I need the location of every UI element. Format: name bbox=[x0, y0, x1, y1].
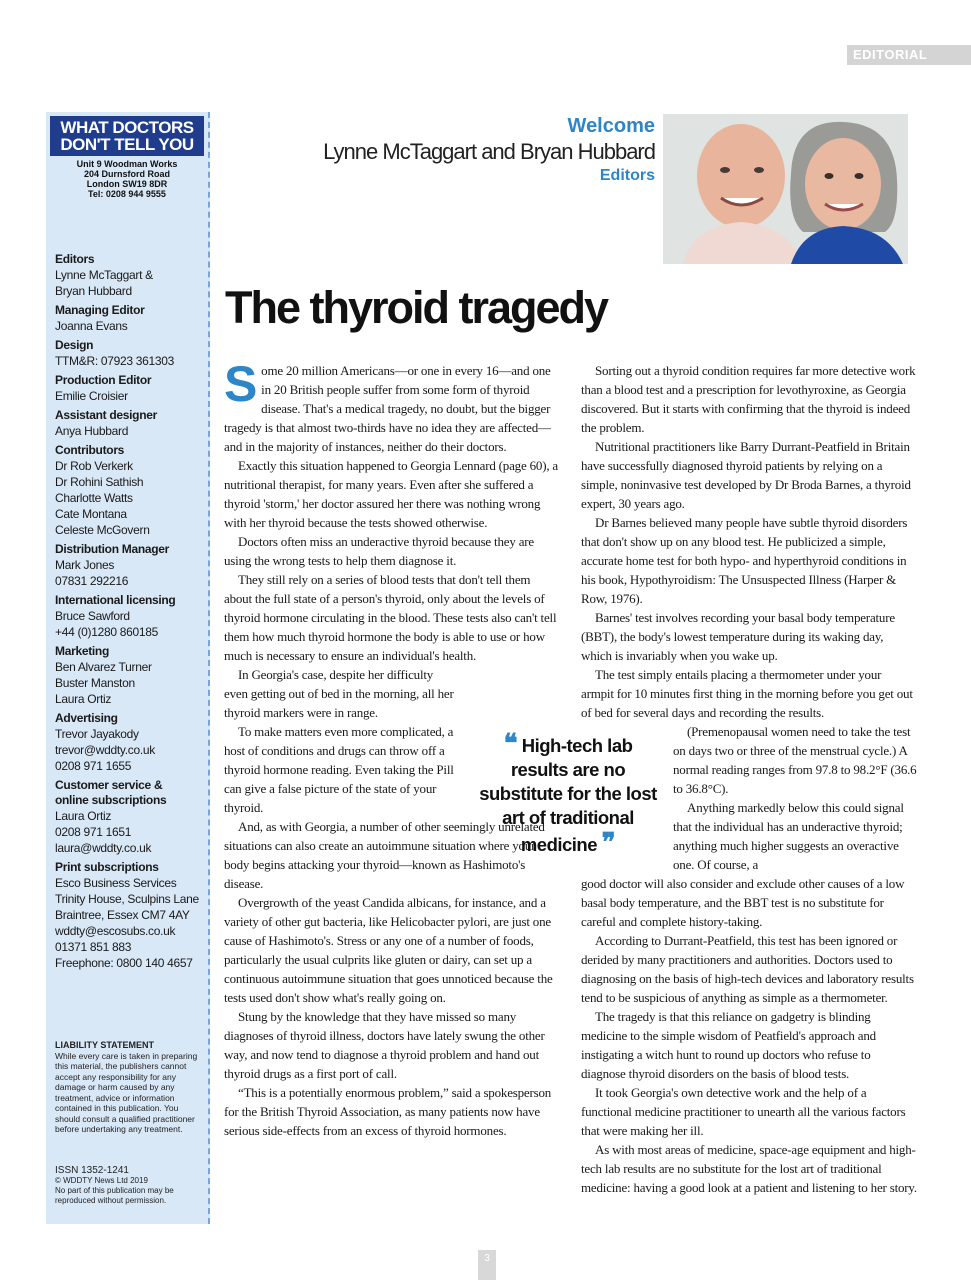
article-paragraph: Dr Barnes believed many people have subtle thyroid disorders that don't show up on any blood test. He publicized a simple, accurate home test for both hypo- and hyperthyroid conditions in his book, Hypothyroidism: The Unsuspected Illness (Harper & Row, 1976). bbox=[581, 515, 908, 606]
address-line: London SW19 8DR bbox=[86, 179, 168, 189]
credit-group bbox=[55, 644, 205, 707]
credit-line: wddty@escosubs.co.uk bbox=[55, 924, 176, 938]
credit-line: Braintree, Essex CM7 4AY bbox=[55, 908, 190, 922]
masthead-address bbox=[46, 159, 208, 199]
masthead-line1: WHAT DOCTORS bbox=[60, 118, 194, 137]
pull-quote-text: High-tech lab results are no substitute for the lost art of traditional medicine bbox=[479, 735, 657, 855]
credit-title: Editors bbox=[55, 252, 95, 266]
credit-line: Mark Jones bbox=[55, 558, 115, 572]
credit-line: Dr Rob Verkerk bbox=[55, 459, 133, 473]
credit-line: Lynne McTaggart & bbox=[55, 268, 153, 282]
credit-group bbox=[55, 408, 205, 439]
credit-line: TTM&R: 07923 361303 bbox=[55, 354, 175, 368]
credit-line: Freephone: 0800 140 4657 bbox=[55, 956, 193, 970]
article-paragraph: The tragedy is that this reliance on gadgetry is blinding medicine to the simple wisdom of Peatfield's approach and instigating a witch hunt to round up doctors who refuse to diagnose thyroid disorders on the basis of blood tests. bbox=[581, 1009, 876, 1081]
article-paragraph bbox=[224, 356, 561, 456]
credit-group bbox=[55, 593, 205, 640]
sidebar bbox=[46, 112, 210, 1224]
credit-line: Trinity House, Sculpins Lane bbox=[55, 892, 199, 906]
rights-notice: No part of this publication may be reproduced without permission. bbox=[55, 1186, 174, 1205]
credit-line: Dr Rohini Sathish bbox=[55, 475, 144, 489]
article-paragraph: good doctor will also consider and exclude other causes of a low basal body temperature, and the BBT test is no substitute for careful and complete history-taking. bbox=[581, 876, 905, 929]
paragraph-text: ome 20 million Americans—or one in every 16—and one in 20 British people suffer from some form of thyroid disease. That's a medical tragedy, no doubt, but the bigger tragedy is that almost two-thirds have no idea they are affected—and in the majority of instances, neither do their doctors. bbox=[224, 363, 551, 454]
credit-group bbox=[55, 860, 205, 971]
credit-title: Distribution Manager bbox=[55, 542, 170, 556]
credit-title: Design bbox=[55, 338, 94, 352]
credit-line: 0208 971 1655 bbox=[55, 759, 132, 773]
article-paragraph: (Premenopausal women need to take the test on days two or three of the menstrual cycle.) A normal reading ranges from 97.8 to 98.2°F (36.6 to 36.8°C). bbox=[673, 724, 917, 796]
credit-line: trevor@wddty.co.uk bbox=[55, 743, 155, 757]
issn-number: ISSN 1352-1241 bbox=[55, 1165, 129, 1176]
issn-block bbox=[55, 1166, 203, 1206]
address-line: Tel: 0208 944 9555 bbox=[88, 189, 166, 199]
welcome-header bbox=[323, 114, 655, 186]
article-paragraph: Overgrowth of the yeast Candida albicans, for instance, and a variety of other gut bacteria, like Helicobacter pylori, are just one cause of Hashimoto's. Stress or any one of a number of foods, particularly the usual culprits like gluten or dairy, can set up a continuous autoimmune situation that goes unnoticed because the tests used don't show what's really going on. bbox=[224, 895, 553, 1005]
credit-line: 07831 292216 bbox=[55, 574, 129, 588]
credit-title: online subscriptions bbox=[55, 793, 167, 807]
drop-cap: S bbox=[224, 356, 258, 412]
section-tag: EDITORIAL bbox=[847, 45, 971, 65]
credit-group bbox=[55, 252, 205, 299]
credit-title: Print subscriptions bbox=[55, 860, 159, 874]
credit-title: Customer service & bbox=[55, 778, 163, 792]
article-column-2 bbox=[581, 361, 917, 1197]
credit-line: 0208 971 1651 bbox=[55, 825, 132, 839]
masthead-line2: DON'T TELL YOU bbox=[60, 135, 194, 154]
credit-line: Emilie Croisier bbox=[55, 389, 128, 403]
credit-line: Joanna Evans bbox=[55, 319, 128, 333]
page-number: 3 bbox=[478, 1250, 496, 1280]
wrapped-text bbox=[224, 665, 456, 817]
article-paragraph: Barnes' test involves recording your basal body temperature (BBT), the body's lowest temperature during its waking day, which is invariably when you wake up. bbox=[581, 610, 895, 663]
credit-title: Advertising bbox=[55, 711, 118, 725]
credit-line: Bruce Sawford bbox=[55, 609, 130, 623]
article-paragraph: Anything markedly below this could signal that the individual has an underactive thyroid; anything much higher suggests an overactive one. Of course, a bbox=[673, 800, 904, 872]
article-paragraph: In Georgia's case, despite her difficulty even getting out of bed in the morning, all her thyroid markers were in range. bbox=[224, 667, 454, 720]
credit-title: Assistant designer bbox=[55, 408, 157, 422]
article-headline: The thyroid tragedy bbox=[225, 282, 608, 333]
credit-line: Laura Ortiz bbox=[55, 692, 112, 706]
copyright: © WDDTY News Ltd 2019 bbox=[55, 1176, 148, 1185]
credit-line: 01371 851 883 bbox=[55, 940, 132, 954]
wrapped-text bbox=[673, 722, 917, 874]
credit-title: Managing Editor bbox=[55, 303, 145, 317]
credit-title: Marketing bbox=[55, 644, 109, 658]
address-line: 204 Durnsford Road bbox=[83, 169, 170, 179]
staff-credits bbox=[55, 252, 205, 975]
article-paragraph: To make matters even more complicated, a host of conditions and drugs can throw off a thyroid hormone reading. Even taking the Pill can give a false picture of the state of your thyroid. bbox=[224, 724, 454, 815]
article-paragraph: Doctors often miss an underactive thyroid because they are using the wrong tests to help them diagnose it. bbox=[224, 534, 534, 568]
credit-group bbox=[55, 711, 205, 774]
article-paragraph: Sorting out a thyroid condition requires far more detective work than a blood test and a prescription for levothyroxine, as Georgia discovered. But it starts with confirming that the thyroid is indeed the problem. bbox=[581, 363, 916, 435]
credit-line: Anya Hubbard bbox=[55, 424, 129, 438]
editors-photo bbox=[663, 114, 908, 264]
editors-photo-illustration bbox=[663, 114, 908, 264]
credit-title: Contributors bbox=[55, 443, 125, 457]
article-paragraph: Stung by the knowledge that they have missed so many diagnoses of thyroid illness, doctors have lately swung the other way, and now tend to diagnose a thyroid problem and hand out thyroid drugs as a first port of call. bbox=[224, 1009, 545, 1081]
liability-statement bbox=[55, 1040, 203, 1135]
open-quote-icon: ❝ bbox=[503, 728, 518, 758]
article-paragraph: The test simply entails placing a thermometer under your armpit for 10 minutes first thing in the morning before you get out of bed for several days and recording the results. bbox=[581, 667, 913, 720]
article-paragraph: According to Durrant-Peatfield, this test has been ignored or derided by many practitioners and authorities. Doctors used to diagnosing on the basis of high-tech devices and laboratory results tend to be suspicious of anything as simple as a thermometer. bbox=[581, 933, 914, 1005]
address-line: Unit 9 Woodman Works bbox=[76, 159, 178, 169]
credit-line: Celeste McGovern bbox=[55, 523, 150, 537]
credit-line: Laura Ortiz bbox=[55, 809, 112, 823]
credit-line: Bryan Hubbard bbox=[55, 284, 132, 298]
article-paragraph: And, as with Georgia, a number of other seemingly unrelated situations can also create an autoimmune situation where your body begins attacking your thyroid—known as Hashimoto's disease. bbox=[224, 819, 545, 891]
credit-title: Production Editor bbox=[55, 373, 152, 387]
credit-group bbox=[55, 542, 205, 589]
article-paragraph: As with most areas of medicine, space-age equipment and high-tech lab results are no substitute for the lost art of traditional medicine: having a good look at a patient and listening to her story. bbox=[581, 1142, 917, 1195]
masthead-logo bbox=[50, 116, 204, 156]
credit-group bbox=[55, 338, 205, 369]
credit-line: Esco Business Services bbox=[55, 876, 177, 890]
credit-line: laura@wddty.co.uk bbox=[55, 841, 152, 855]
credit-line: Buster Manston bbox=[55, 676, 135, 690]
credit-group bbox=[55, 778, 205, 856]
article-paragraph: Exactly this situation happened to Georgia Lennard (page 60), a nutritional therapist, for many years. Even after she suffered a thyroid 'storm,' her doctor assured her there was nothing wrong with her thyroid because the tests showed otherwise. bbox=[224, 458, 558, 530]
credit-group bbox=[55, 303, 205, 334]
liability-title: LIABILITY STATEMENT bbox=[55, 1040, 154, 1050]
credit-line: Charlotte Watts bbox=[55, 491, 133, 505]
credit-line: Trevor Jayakody bbox=[55, 727, 139, 741]
article-paragraph: They still rely on a series of blood tests that don't tell them about the full state of a person's thyroid, only about the levels of thyroid hormone circulating in the blood. These tests also can't tell them how much thyroid hormone the body is able to use or how much is necessary to ensure an individual's health. bbox=[224, 572, 557, 663]
welcome-label: Welcome bbox=[567, 115, 655, 137]
article-paragraph: “This is a potentially enormous problem,” said a spokesperson for the British Thyroid Association, as many patients now have serious side-effects from an excess of thyroid hormones. bbox=[224, 1085, 552, 1138]
credit-title: International licensing bbox=[55, 593, 176, 607]
credit-line: +44 (0)1280 860185 bbox=[55, 625, 159, 639]
liability-text: While every care is taken in preparing this material, the publishers cannot accept any responsibility for any damage or harm caused by any treatment, advice or information contained in this publication. You should consult a qualified practitioner before undertaking any treatment. bbox=[55, 1050, 198, 1134]
editor-role: Editors bbox=[599, 167, 655, 184]
credit-group bbox=[55, 443, 205, 538]
credit-group bbox=[55, 373, 205, 404]
article-paragraph: It took Georgia's own detective work and the help of a functional medicine practitioner to unearth all the various factors that were making her ill. bbox=[581, 1085, 906, 1138]
credit-line: Ben Alvarez Turner bbox=[55, 660, 152, 674]
close-quote-icon: ❞ bbox=[601, 827, 616, 857]
editor-names: Lynne McTaggart and Bryan Hubbard bbox=[323, 139, 655, 164]
article-paragraph: Nutritional practitioners like Barry Durrant-Peatfield in Britain have successfully diagnosed thyroid patients by relying on a simple, noninvasive test developed by Dr Broda Barnes, a thyroid expert, 30 years ago. bbox=[581, 439, 911, 511]
credit-line: Cate Montana bbox=[55, 507, 127, 521]
